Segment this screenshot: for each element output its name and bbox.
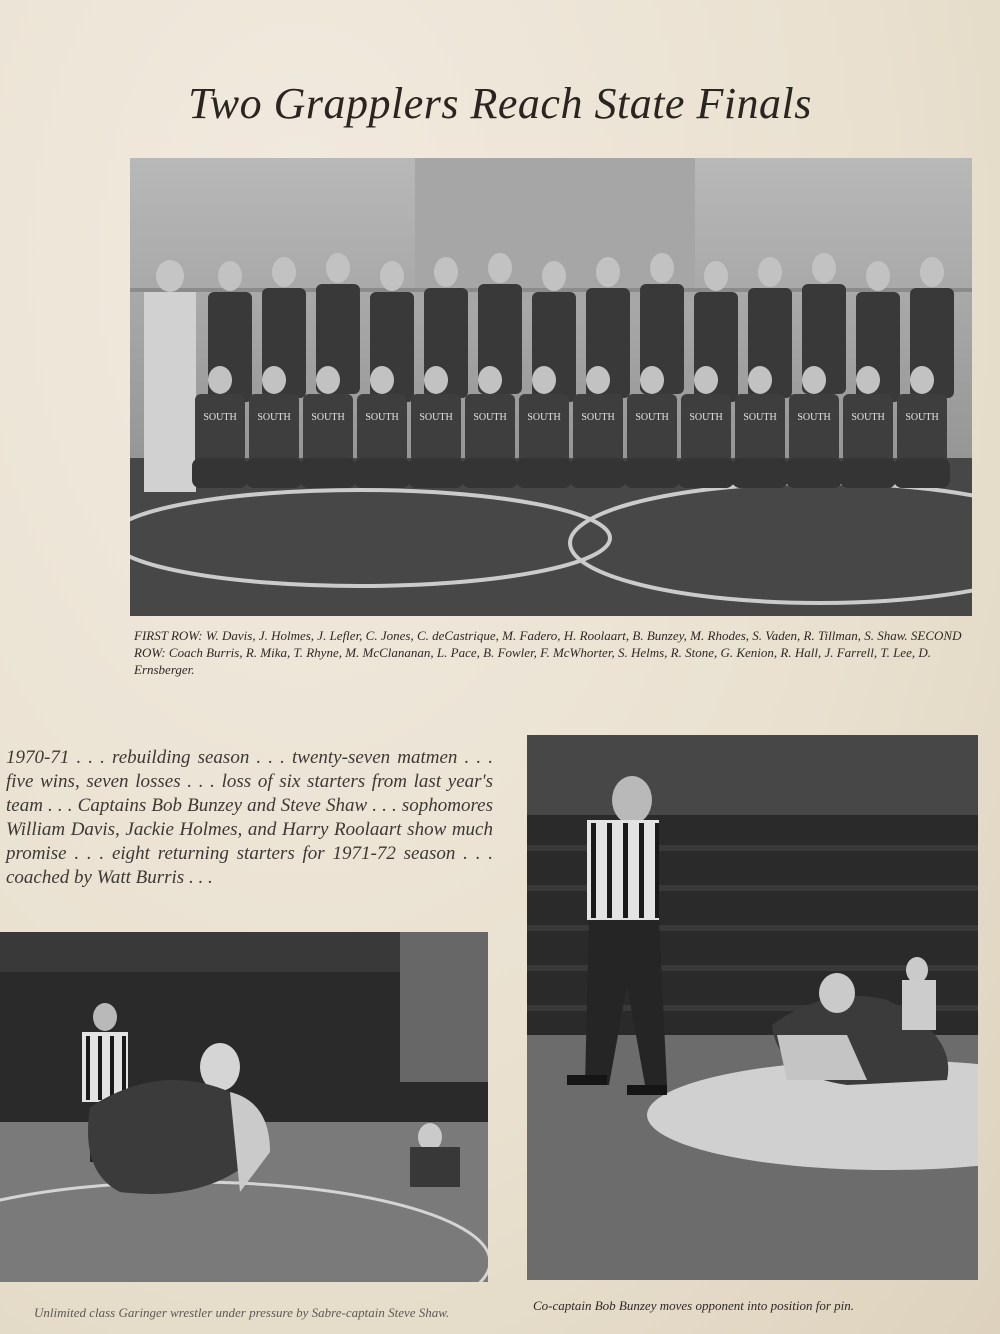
action-photo-left-image [0,932,488,1282]
action-photo-right [527,735,978,1280]
jersey-text: SOUTH [527,412,561,423]
jersey-text: SOUTH [473,412,507,423]
team-photo-caption: FIRST ROW: W. Davis, J. Holmes, J. Lefler, C. Jones, C. deCastrique, M. Fadero, H. Roolaart, B. Bunzey, M. Rhodes, S. Vaden, R. Tillman, S. Shaw. SECOND ROW: Coach Burris, R. Mika, T. Rhyne, M. McClananan, L. Pace, B. Fowler, F. McWhorter, S. Helms, R. Stone, G. Kenion, R. Hall, J. Farrell, T. Lee, D. Ernsberger. [134,628,962,677]
jersey-text: SOUTH [743,412,777,423]
jersey-text: SOUTH [257,412,291,423]
story-text: 1970-71 . . . rebuilding season . . . twenty-seven matmen . . . five wins, seven losses . . . loss of six starters from last year's team . . . Captains Bob Bunzey and Steve Shaw . . . sophomores William Davis, Jackie Holmes, and Harry Roolaart show much promise . . . eight returning starters for 1971-72 season . . . coached by Watt Burris . . . [6,747,493,888]
jersey-text: SOUTH [581,412,615,423]
jersey-text: SOUTH [635,412,669,423]
jersey-text: SOUTH [905,412,939,423]
team-photo [130,158,972,616]
jersey-text: SOUTH [365,412,399,423]
jersey-text: SOUTH [203,412,237,423]
action-photo-right-caption: Co-captain Bob Bunzey moves opponent into position for pin. [533,1298,854,1313]
action-photo-right-image [527,735,978,1280]
jersey-text: SOUTH [311,412,345,423]
jersey-text: SOUTH [797,412,831,423]
jersey-text: SOUTH [419,412,453,423]
jersey-text: SOUTH [689,412,723,423]
page-headline: Two Grapplers Reach State Finals [188,79,812,128]
action-photo-left-caption: Unlimited class Garinger wrestler under pressure by Sabre-captain Steve Shaw. [34,1305,450,1320]
action-photo-left [0,932,488,1282]
jersey-text: SOUTH [851,412,885,423]
team-photo-image [130,158,972,616]
coach-figure [144,260,196,492]
